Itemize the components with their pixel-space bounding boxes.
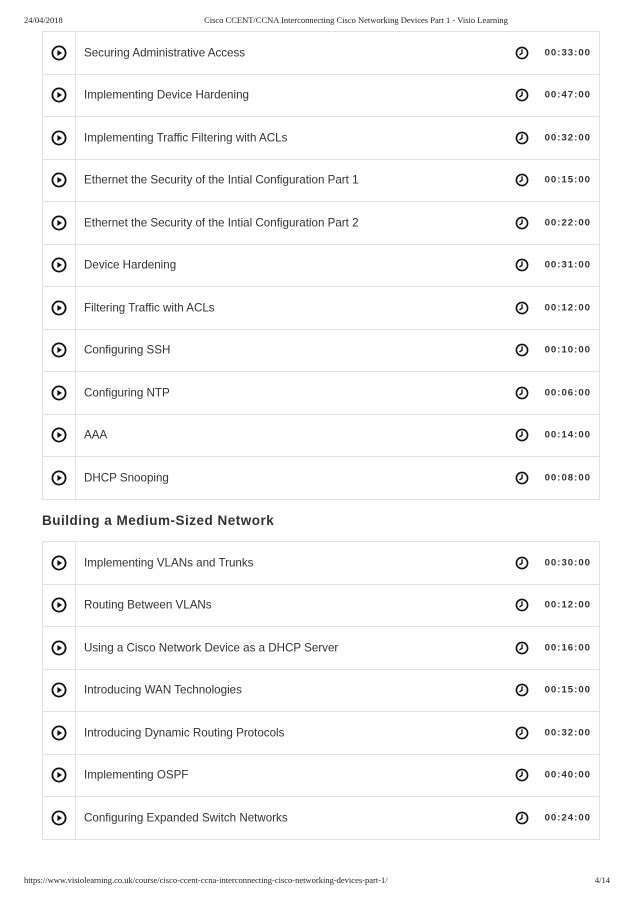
play-cell (43, 75, 76, 117)
play-cell (43, 117, 76, 159)
play-cell (43, 245, 76, 287)
lesson-row[interactable] (43, 670, 599, 713)
lesson-duration: 00:12:00 (544, 599, 591, 611)
lesson-title[interactable]: Implementing Traffic Filtering with ACLs (84, 131, 288, 145)
lesson-row[interactable] (43, 627, 599, 670)
play-cell (43, 372, 76, 414)
lesson-list-medium-network (42, 541, 600, 840)
lesson-row[interactable] (43, 542, 599, 585)
lesson-duration: 00:31:00 (544, 259, 591, 271)
clock-icon (515, 556, 529, 570)
lesson-duration: 00:06:00 (544, 387, 591, 399)
lesson-list-security (42, 31, 600, 500)
lesson-title[interactable]: Filtering Traffic with ACLs (84, 301, 215, 315)
lesson-duration: 00:33:00 (544, 47, 591, 59)
clock-icon (515, 258, 529, 272)
play-circle-icon[interactable] (51, 257, 67, 273)
lesson-title[interactable]: Introducing WAN Technologies (84, 683, 242, 697)
print-header (0, 15, 638, 29)
lesson-duration: 00:30:00 (544, 557, 591, 569)
lesson-row[interactable] (43, 457, 599, 500)
lesson-row[interactable] (43, 415, 599, 458)
lesson-duration: 00:10:00 (544, 344, 591, 356)
lesson-duration: 00:32:00 (544, 727, 591, 739)
lesson-row[interactable] (43, 372, 599, 415)
lesson-duration: 00:47:00 (544, 89, 591, 101)
lesson-row[interactable] (43, 32, 599, 75)
lesson-title[interactable]: Securing Administrative Access (84, 46, 246, 60)
lesson-row[interactable] (43, 202, 599, 245)
play-cell (43, 755, 76, 797)
play-cell (43, 585, 76, 627)
lesson-row[interactable] (43, 117, 599, 160)
lesson-duration: 00:12:00 (544, 302, 591, 314)
lesson-row[interactable] (43, 287, 599, 330)
lesson-duration: 00:32:00 (544, 132, 591, 144)
play-circle-icon[interactable] (51, 682, 67, 698)
clock-icon (515, 216, 529, 230)
clock-icon (515, 386, 529, 400)
play-circle-icon[interactable] (51, 87, 67, 103)
play-circle-icon[interactable] (51, 215, 67, 231)
lesson-row[interactable] (43, 75, 599, 118)
play-cell (43, 32, 76, 74)
lesson-title[interactable]: Configuring NTP (84, 386, 170, 400)
clock-icon (515, 46, 529, 60)
lesson-row[interactable] (43, 712, 599, 755)
clock-icon (515, 726, 529, 740)
lesson-title[interactable]: Ethernet the Security of the Intial Configuration Part 2 (84, 216, 359, 230)
play-circle-icon[interactable] (51, 172, 67, 188)
play-circle-icon[interactable] (51, 640, 67, 656)
play-circle-icon[interactable] (51, 342, 67, 358)
play-circle-icon[interactable] (51, 767, 67, 783)
play-circle-icon[interactable] (51, 300, 67, 316)
page-number: 4/14 (594, 875, 610, 885)
lesson-title[interactable]: AAA (84, 428, 108, 442)
print-url: https://www.visiolearning.co.uk/course/cisco-ccent-ccna-interconnecting-cisco-networking-devices-part-1/ (24, 875, 388, 885)
lesson-duration: 00:14:00 (544, 429, 591, 441)
lesson-duration: 00:08:00 (544, 472, 591, 484)
play-cell (43, 160, 76, 202)
clock-icon (515, 428, 529, 442)
play-circle-icon[interactable] (51, 555, 67, 571)
lesson-title[interactable]: Configuring SSH (84, 343, 171, 357)
lesson-title[interactable]: Introducing Dynamic Routing Protocols (84, 726, 285, 740)
lesson-title[interactable]: Using a Cisco Network Device as a DHCP Server (84, 641, 339, 655)
play-cell (43, 797, 76, 839)
clock-icon (515, 641, 529, 655)
lesson-title[interactable]: Device Hardening (84, 258, 177, 272)
lesson-duration: 00:16:00 (544, 642, 591, 654)
print-page-title: Cisco CCENT/CCNA Interconnecting Cisco Networking Devices Part 1 - Visio Learning (204, 15, 508, 25)
clock-icon (515, 301, 529, 315)
play-circle-icon[interactable] (51, 427, 67, 443)
clock-icon (515, 683, 529, 697)
lesson-row[interactable] (43, 160, 599, 203)
play-cell (43, 202, 76, 244)
lesson-row[interactable] (43, 585, 599, 628)
lesson-title[interactable]: Routing Between VLANs (84, 598, 212, 612)
lesson-title[interactable]: Implementing VLANs and Trunks (84, 556, 254, 570)
play-circle-icon[interactable] (51, 130, 67, 146)
lesson-duration: 00:22:00 (544, 217, 591, 229)
play-circle-icon[interactable] (51, 597, 67, 613)
lesson-duration: 00:24:00 (544, 812, 591, 824)
clock-icon (515, 88, 529, 102)
clock-icon (515, 173, 529, 187)
play-circle-icon[interactable] (51, 45, 67, 61)
lesson-title[interactable]: Ethernet the Security of the Intial Configuration Part 1 (84, 173, 359, 187)
lesson-row[interactable] (43, 330, 599, 373)
lesson-row[interactable] (43, 755, 599, 798)
play-circle-icon[interactable] (51, 810, 67, 826)
play-cell (43, 415, 76, 457)
play-cell (43, 542, 76, 584)
play-cell (43, 712, 76, 754)
play-cell (43, 457, 76, 499)
play-circle-icon[interactable] (51, 470, 67, 486)
print-footer (0, 875, 638, 889)
clock-icon (515, 471, 529, 485)
play-cell (43, 670, 76, 712)
play-cell (43, 287, 76, 329)
lesson-title[interactable]: Implementing Device Hardening (84, 88, 249, 102)
clock-icon (515, 598, 529, 612)
lesson-title[interactable]: Implementing OSPF (84, 768, 189, 782)
lesson-row[interactable] (43, 797, 599, 840)
play-circle-icon[interactable] (51, 725, 67, 741)
lesson-title[interactable]: Configuring Expanded Switch Networks (84, 811, 288, 825)
play-cell (43, 627, 76, 669)
play-circle-icon[interactable] (51, 385, 67, 401)
lesson-row[interactable] (43, 245, 599, 288)
clock-icon (515, 343, 529, 357)
lesson-title[interactable]: DHCP Snooping (84, 471, 169, 485)
clock-icon (515, 811, 529, 825)
clock-icon (515, 131, 529, 145)
section-heading: Building a Medium-Sized Network (42, 513, 275, 528)
lesson-duration: 00:15:00 (544, 684, 591, 696)
lesson-duration: 00:15:00 (544, 174, 591, 186)
lesson-duration: 00:40:00 (544, 769, 591, 781)
play-cell (43, 330, 76, 372)
clock-icon (515, 768, 529, 782)
print-date: 24/04/2018 (24, 15, 63, 25)
